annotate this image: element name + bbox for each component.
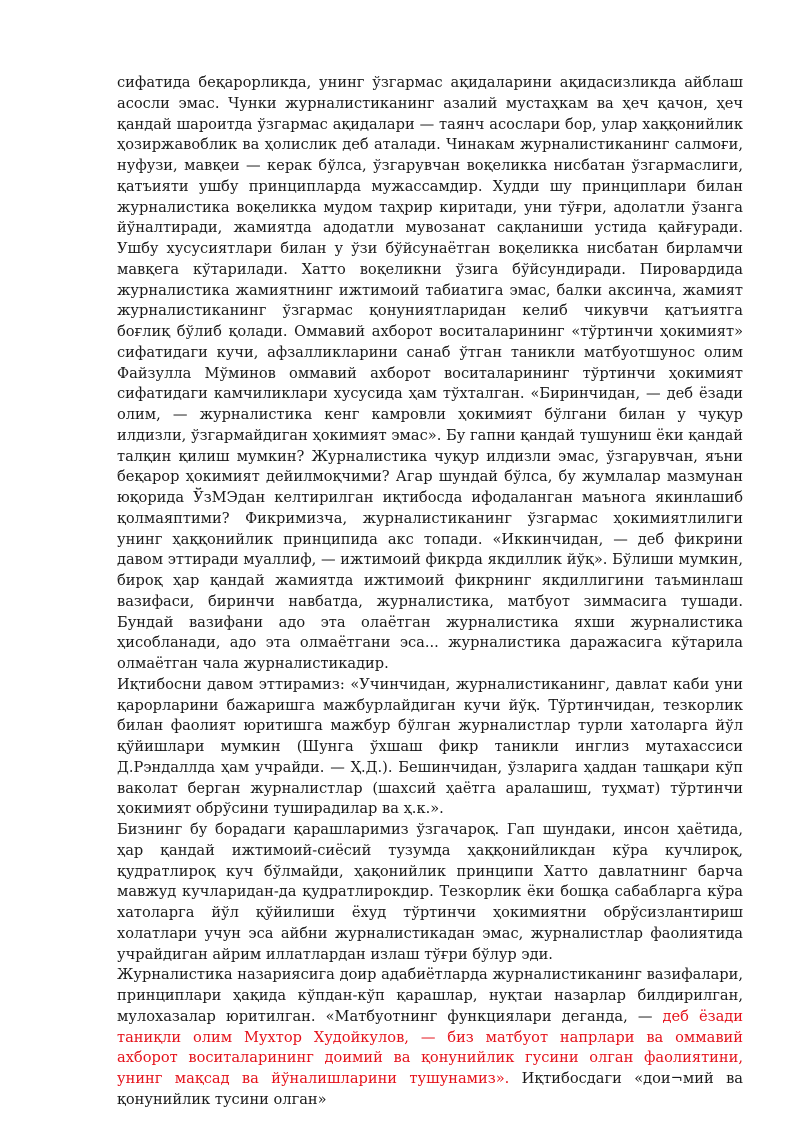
paragraph-1: сифатида беқарорликда, унинг ўзгармас ақидаларини ақидасизликда айблаш асосли эмас. Чунки журналистиканинг азалий мустаҳкам ва ҳеч қачон, ҳеч қандай шароитда ўзгармас ақидалари — таянч асослари бор, улар хаққонийлик ҳозиржавоблик ва ҳолислик деб аталади. Чинакам журналистиканинг салмоғи, нуфузи, мавқеи — керак бўлса, ўзгарувчан воқеликка нисбатан ўзгармаслиги, қатъияти ушбу принципларда мужассамдир. Худди шу принциплари билан журналистика воқеликка мудом таҳрир киритади, уни тўғри, адолатли ўзанга йўналтиради, жамиятда адодатли мувозанат сақланиши устида қайғуради. Ушбу хусусиятлари билан у ўзи бўйсунаётган воқеликка нисбатан бирламчи мавқега кўтарилади. Хатто воқеликни ўзига бўйсундиради. Пировардида журналистика жамиятнинг ижтимоий табиатига эмас, балки аксинча, жамият журналистиканинг ўзгармас қонуниятларидан келиб чикувчи қатъиятга боғлиқ бўлиб қолади. Оммавий ахборот воситаларининг «тўртинчи ҳокимият» сифатидаги кучи, афзалликларини санаб ўтган таникли матбуотшунос олим Файзулла Мўминов оммавий ахборот воситаларининг тўртинчи ҳокимият сифатидаги камчиликлари хусусида ҳам тўхталган. «Биринчидан, — деб ёзади олим, — журналистика кенг камровли ҳокимият бўлгани билан у чуқур илдизли, ўзгармайдиган ҳокимият эмас». Бу гапни қандай тушуниш ёки қандай талқин қилиш мумкин? Журналистика чуқур илдизли эмас, ўзгарувчан, яъни беқарор ҳокимият дейилмоқчими? Агар шундай бўлса, бу жумлалар мазмунан юқорида ЎзМЭдан келтирилган иқтибосда ифодаланган маънога якинлашиб қолмаяптими? Фикримизча, журналистиканинг ўзгармас ҳокимиятлилиги унинг ҳаққонийлик принципида акс топади. «Иккинчидан, — деб фикрини давом эттиради муаллиф, — ижтимоий фикрда якдиллик йўқ». Бўлиши мумкин, бироқ ҳар қандай жамиятда ижтимоий фикрнинг якдиллигини таъминлаш вазифаси, биринчи навбатда, журналистика, матбуот зиммасига тушади. Бундай вазифани адо эта олаётган журналистика яхши журналистика ҳисобланади, адо эта олмаётгани эса... журналистика даражасига кўтарила олмаётган чала журналистикадир. xyxy=(117,74,743,672)
paragraph-4-text: Журналистика назариясига доир адабиётларда журналистиканинг вазифалари, принциплари ҳақида кўпдан-кўп қарашлар, нуқтаи назарлар билдирилган, мулохазалар юритилган. «Матбуотнинг функциялари деганда, — xyxy=(117,966,743,1025)
paragraph-4-tail: Иқтибосдаги «дои¬мий ва қонунийлик тусини олган» xyxy=(117,1070,743,1108)
highlighted-quote: деб ёзади таниқли олим Мухтор Худойкулов, — биз матбуот напрлари ва оммавий ахборот воситаларининг доимий ва қонунийлик гусини олган фаолиятини, унинг мақсад ва йўналишларини тушунамиз». xyxy=(117,1007,744,1087)
paragraph-2: Иқтибосни давом эттирамиз: «Учинчидан, журналистиканинг, давлат каби уни қарорларини бажаришга мажбурлайдиган кучи йўқ. Тўртинчидан, тезкорлик билан фаолият юритишга мажбур бўлган журналистлар турли хатоларга йўл қўйишлари мумкин (Шунга ўхшаш фикр таникли инглиз мутахассиси Д.Рэндаллда ҳам учрайди. — Ҳ.Д.). Бешинчидан, ўзларига ҳаддан ташқари кўп ваколат берган журналистлар (шахсий ҳаётга аралашиш, туҳмат) тўртинчи ҳокимият обрўсини туширадилар ва ҳ.к.». xyxy=(117,675,743,818)
paragraph-3: Бизнинг бу борадаги қарашларимиз ўзгачароқ. Гап шундаки, инсон ҳаётида, ҳар қандай ижтимоий-сиёсий тузумда ҳаққонийликдан кўра кучлироқ, қудратлироқ куч бўлмайди, ҳақонийлик принципи Хатто давлатнинг барча мавжуд кучларидан-да қудратлирокдир. Тезкорлик ёки бошқа сабабларга кўра хатоларга йўл қўйилиши ёхуд тўртинчи ҳокимиятни обрўсизлантириш холатлари учун эса айбни журналистикадан эмас, журналистлар фаолиятида учрайдиган айрим иллатлардан излаш тўғри бўлур эди. xyxy=(117,821,743,963)
paragraph-4 xyxy=(117,965,743,1110)
